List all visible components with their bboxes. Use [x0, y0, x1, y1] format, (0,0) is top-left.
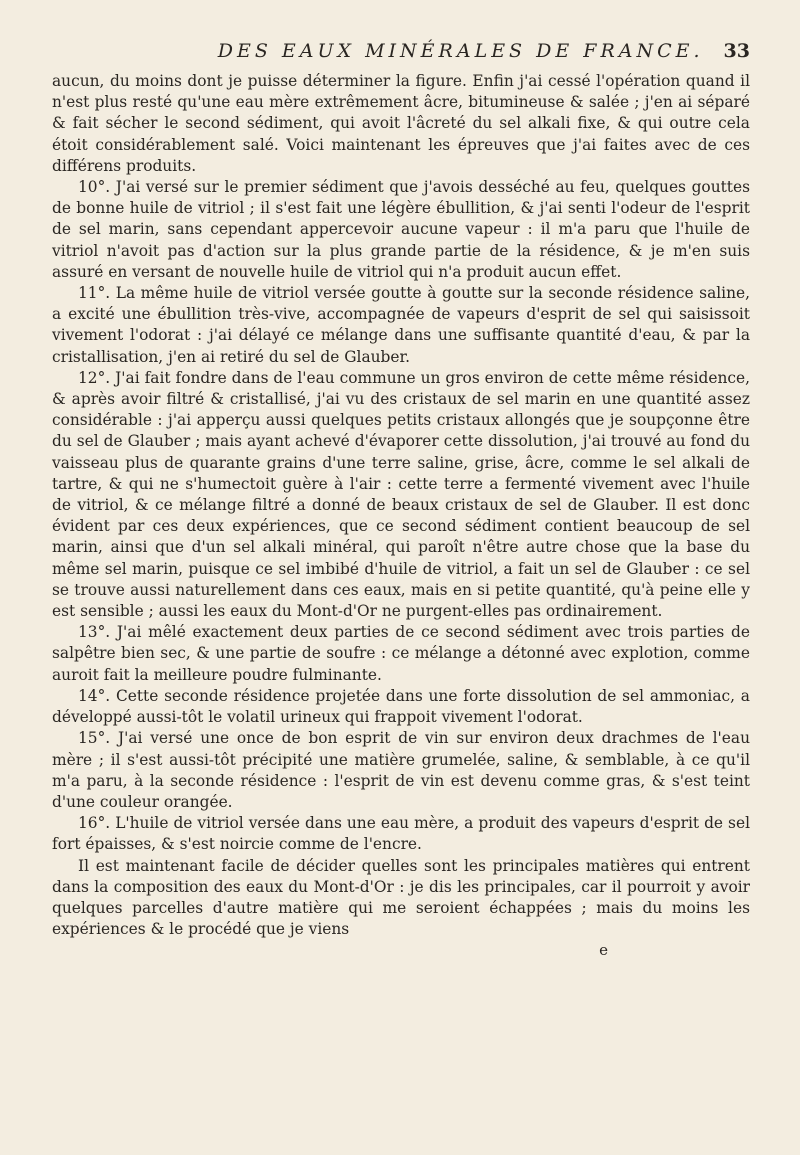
text-body	[52, 71, 750, 940]
paragraph-11: 11°. La même huile de vitriol versée goutte à goutte sur la seconde résidence saline, a excité une ébullition très-vive, accompagnée de vapeurs d'esprit de sel qui saisissoit vivement l'odorat : j'ai délayé ce mélange dans une suffisante quantité d'eau, & par la cristallisation, j'en ai retiré du sel de Glauber.	[52, 284, 750, 366]
catchword: e	[599, 941, 608, 960]
running-head	[52, 40, 750, 68]
paragraph-10: 10°. J'ai versé sur le premier sédiment que j'avois desséché au feu, quelques gouttes de bonne huile de vitriol ; il s'est fait une légère ébullition, & j'ai senti l'odeur de l'esprit de sel marin, sans cependant appercevoir aucune vapeur : il m'a paru que l'huile de vitriol n'avoit pas d'action sur la plus grande partie de la résidence, & je m'en suis assuré en versant de nouvelle huile de vitriol qui n'a produit aucun effet.	[52, 178, 750, 281]
running-title: DES EAUX MINÉRALES DE FRANCE.	[217, 40, 704, 62]
paragraph-16: 16°. L'huile de vitriol versée dans une eau mère, a produit des vapeurs d'esprit de sel fort épaisses, & s'est noircie comme de l'encre.	[52, 814, 750, 854]
paragraph-15: 15°. J'ai versé une once de bon esprit de vin sur environ deux drachmes de l'eau mère ; il s'est aussi-tôt précipité une matière grumelée, saline, & semblable, à ce qu'il m'a paru, à la seconde résidence : l'esprit de vin est devenu comme gras, & s'est teint d'une couleur orangée.	[52, 729, 750, 811]
paragraph-continuation: aucun, du moins dont je puisse déterminer la figure. Enfin j'ai cessé l'opération quand il n'est plus resté qu'une eau mère extrêmement âcre, bitumineuse & salée ; j'en ai séparé & fait sécher le second sédiment, qui avoit l'âcreté du sel alkali fixe, & qui outre cela étoit considérablement salé. Voici maintenant les épreuves que j'ai faites avec de ces différens produits.	[52, 72, 750, 175]
paragraph-14: 14°. Cette seconde résidence projetée dans une forte dissolution de sel ammoniac, a développé aussi-tôt le volatil urineux qui frappoit vivement l'odorat.	[52, 686, 750, 727]
paragraph-12: 12°. J'ai fait fondre dans de l'eau commune un gros environ de cette même résidence, & après avoir filtré & cristallisé, j'ai vu des cristaux de sel marin en une quantité assez considérable : j'ai apperçu aussi quelques petits cristaux allongés que je soupçonne être du sel de Glauber ; mais ayant achevé d'évaporer cette dissolution, j'ai trouvé au fond du vaisseau plus de quarante grains d'une terre saline, grise, âcre, comme le sel alkali de tartre, & qui ne s'humectoit guère à l'air : cette terre a fermenté vivement avec l'huile de vitriol, & ce mélange filtré a donné de beaux cristaux de sel de Glauber. Il est donc évident par ces deux expériences, que ce second sédiment contient beaucoup de sel marin, ainsi que d'un sel alkali minéral, qui paroît n'être autre chose que la base du même sel marin, puisque ce sel imbibé d'huile de vitriol, a fait un sel de Glauber : ce sel se trouve aussi naturellement dans ces eaux, mais en si petite quantité, qu'à peine elle y est sensible ; aussi les eaux du Mont-d'Or ne purgent-elles pas ordinairement.	[52, 368, 750, 621]
paragraph-13: 13°. J'ai mêlé exactement deux parties de ce second sédiment avec trois parties de salpêtre bien sec, & une partie de soufre : ce mélange a détonné avec explotion, comme auroit fait la meilleure poudre fulminante.	[52, 623, 750, 684]
paragraph-conclusion: Il est maintenant facile de décider quelles sont les principales matières qui entrent dans la composition des eaux du Mont-d'Or : je dis les principales, car il pourroit y avoir quelques parcelles d'autre matière qui me seroient échappées ; mais du moins les expériences & le procédé que je viens	[52, 856, 750, 939]
page-number: 33	[723, 40, 750, 62]
